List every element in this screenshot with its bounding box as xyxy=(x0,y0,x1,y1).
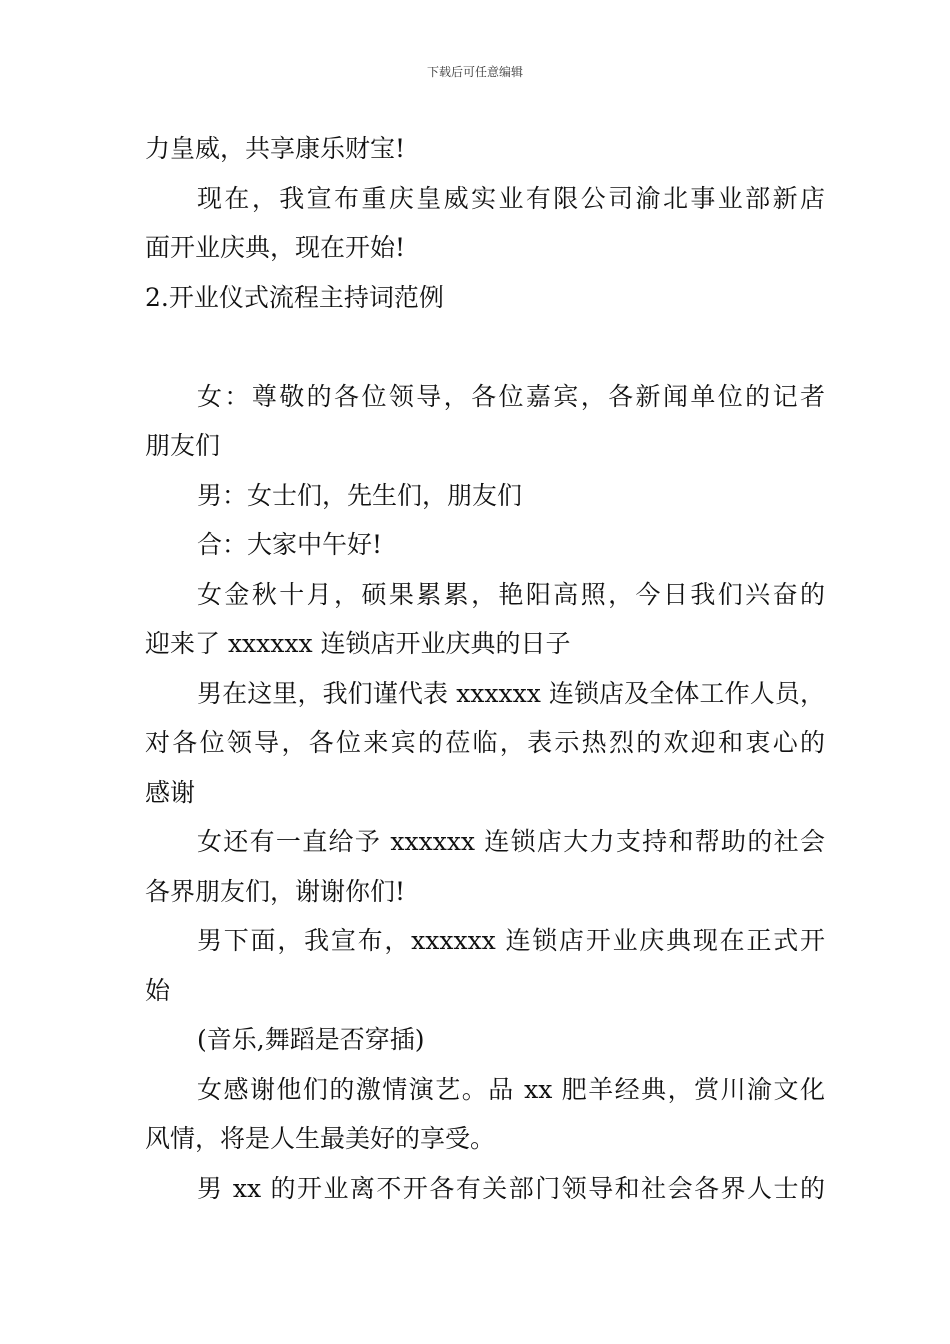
text-line: 风情，将是人生最美好的享受。 xyxy=(145,1124,496,1153)
text-line: 女感谢他们的激情演艺。品 xx 肥羊经典，赏川渝文化 xyxy=(197,1074,825,1104)
text-line: 力皇威，共享康乐财宝! xyxy=(145,134,406,163)
text-line: 男：女士们，先生们，朋友们 xyxy=(197,480,523,510)
document-body xyxy=(145,124,825,1213)
text-line: 男在这里，我们谨代表 xxxxxx 连锁店及全体工作人员， xyxy=(197,678,825,708)
text-line: 始 xyxy=(145,975,171,1005)
page-header: 下载后可任意编辑 xyxy=(426,65,523,79)
text-line: 男 xx 的开业离不开各有关部门领导和社会各界人士的 xyxy=(197,1173,825,1203)
text-line: 合：大家中午好! xyxy=(197,530,383,559)
text-line: (音乐,舞蹈是否穿插) xyxy=(197,1025,425,1054)
text-line: 对各位领导，各位来宾的莅临，表示热烈的欢迎和衷心的 xyxy=(145,728,825,757)
text-line: 感谢 xyxy=(145,777,196,807)
text-line: 女：尊敬的各位领导，各位嘉宾，各新闻单位的记者 xyxy=(197,381,825,411)
text-line: 现在，我宣布重庆皇威实业有限公司渝北事业部新店 xyxy=(197,183,825,213)
text-line: 各界朋友们，谢谢你们! xyxy=(145,876,406,906)
text-line: 女金秋十月，硕果累累，艳阳高照，今日我们兴奋的 xyxy=(197,579,825,609)
text-line: 朋友们 xyxy=(145,431,221,460)
text-line: 男下面，我宣布，xxxxxx 连锁店开业庆典现在正式开 xyxy=(197,926,825,955)
text-line: 女还有一直给予 xxxxxx 连锁店大力支持和帮助的社会 xyxy=(197,827,825,856)
text-line: 迎来了 xxxxxx 连锁店开业庆典的日子 xyxy=(145,629,571,658)
section-heading: 2.开业仪式流程主持词范例 xyxy=(145,282,444,312)
text-line: 面开业庆典，现在开始! xyxy=(145,233,406,262)
blank-line xyxy=(145,322,825,372)
